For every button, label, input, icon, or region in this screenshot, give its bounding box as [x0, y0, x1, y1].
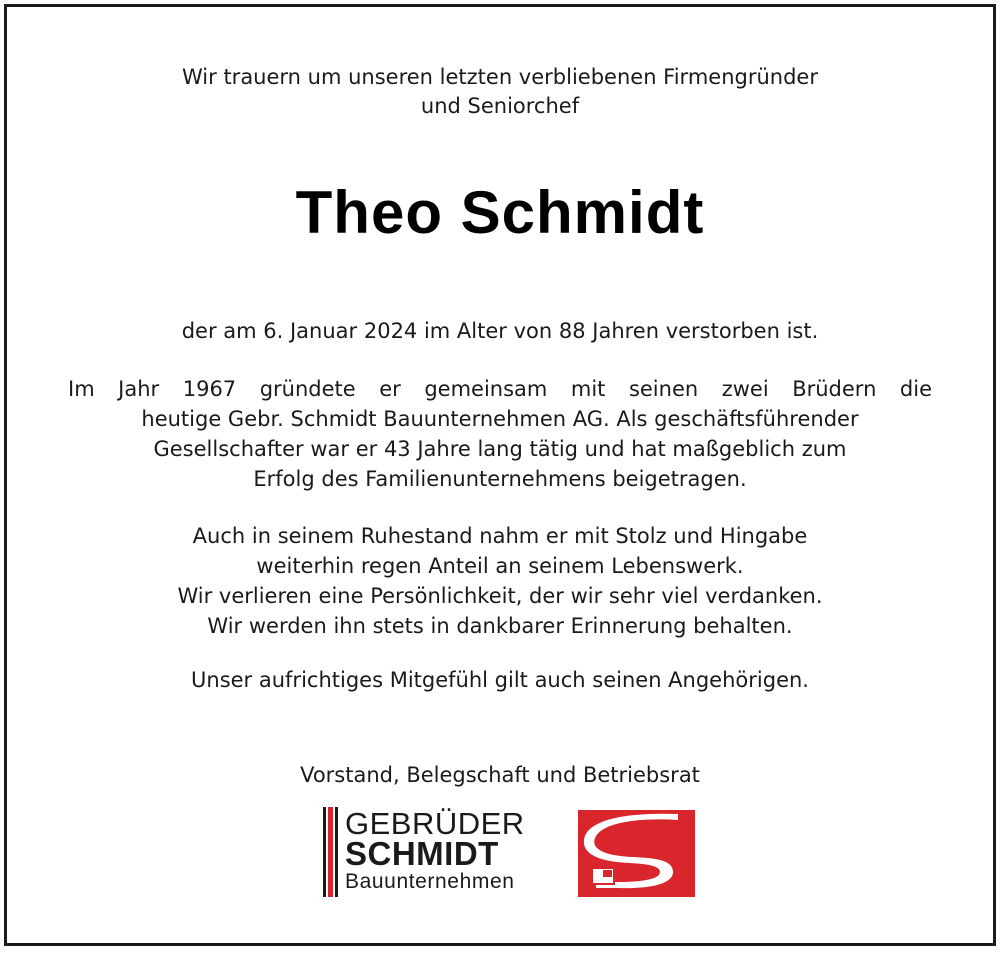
- red-s-logo-icon: [578, 810, 695, 897]
- tribute-line: Wir werden ihn stets in dankbarer Erinnerung behalten.: [207, 614, 793, 638]
- tribute-paragraph: [7, 521, 993, 641]
- condolence-text: Unser aufrichtiges Mitgefühl gilt auch seinen Angehörigen.: [191, 668, 809, 692]
- tribute-line: weiterhin regen Anteil an seinem Lebenswerk.: [256, 554, 744, 578]
- biography-line: Im Jahr 1967 gründete er gemeinsam mit seinen zwei Brüdern die: [68, 377, 932, 401]
- logo-line: Bauunternehmen: [345, 870, 515, 893]
- company-logo: [323, 807, 695, 897]
- biography-line: Gesellschafter war er 43 Jahre lang tätig und hat maßgeblich zum: [153, 437, 847, 461]
- logo-stripe: [323, 807, 326, 897]
- logo-line: SCHMIDT: [345, 835, 499, 872]
- intro-line: und Seniorchef: [420, 94, 580, 118]
- intro-line: Wir trauern um unseren letzten verbliebenen Firmengründer: [182, 65, 818, 89]
- biography-paragraph: [68, 374, 932, 494]
- logo-stripes: [323, 807, 339, 897]
- tribute-line: Auch in seinem Ruhestand nahm er mit Stolz und Hingabe: [192, 524, 808, 548]
- deceased-name: Theo Schmidt: [295, 179, 705, 246]
- signature-text: Vorstand, Belegschaft und Betriebsrat: [300, 763, 700, 787]
- logo-line: GEBRÜDER: [345, 806, 525, 841]
- biography-line: heutige Gebr. Schmidt Bauunternehmen AG. Als geschäftsführender: [141, 407, 859, 431]
- logo-stripe: [335, 807, 338, 897]
- logo-wordmark: [345, 807, 577, 897]
- tribute-line: Wir verlieren eine Persönlichkeit, der wir sehr viel verdanken.: [177, 584, 823, 608]
- intro-text: [7, 63, 993, 121]
- biography-line: Erfolg des Familienunternehmens beigetragen.: [253, 467, 747, 491]
- obituary-notice: [4, 4, 996, 946]
- death-notice: der am 6. Januar 2024 im Alter von 88 Jahren verstorben ist.: [181, 319, 819, 343]
- logo-stripe: [328, 807, 333, 897]
